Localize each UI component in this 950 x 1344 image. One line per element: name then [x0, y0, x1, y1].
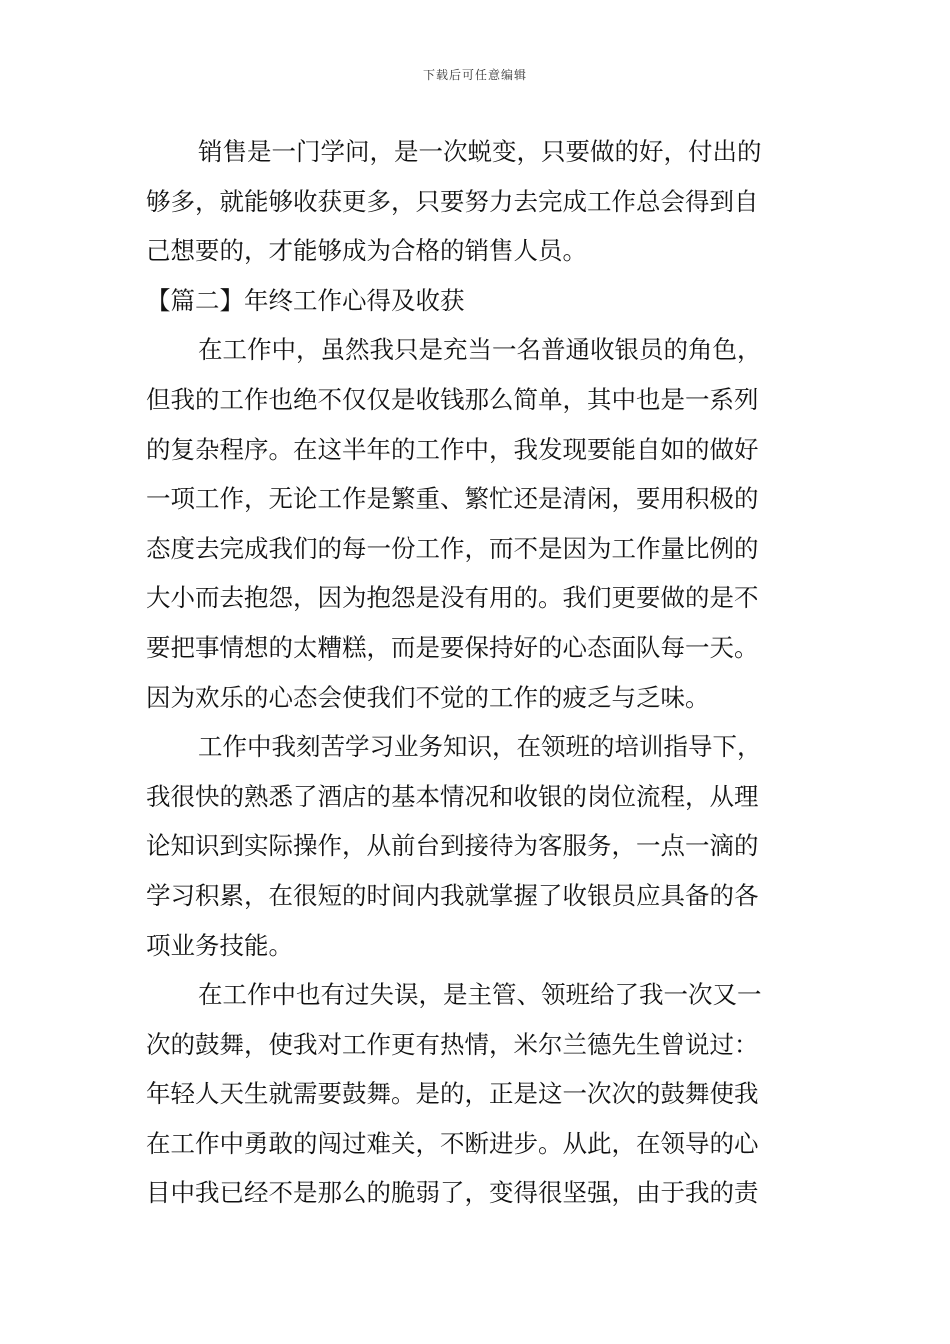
text-line: 我很快的熟悉了酒店的基本情况和收银的岗位流程，从理	[146, 781, 759, 811]
text-line: 己想要的，才能够成为合格的销售人员。	[146, 236, 587, 266]
document-body	[146, 127, 808, 1218]
text-line: 年轻人天生就需要鼓舞。是的，正是这一次次的鼓舞使我	[146, 1079, 759, 1109]
text-line: 态度去完成我们的每一份工作，而不是因为工作量比例的	[146, 533, 759, 563]
text-line: 在工作中勇敢的闯过难关，不断进步。从此，在领导的心	[146, 1128, 759, 1158]
text-line: 工作中我刻苦学习业务知识，在领班的培训指导下，	[198, 732, 762, 762]
text-line: 在工作中，虽然我只是充当一名普通收银员的角色，	[198, 335, 762, 365]
text-line: 因为欢乐的心态会使我们不觉的工作的疲乏与乏味。	[146, 682, 710, 712]
text-line: 一项工作，无论工作是繁重、繁忙还是清闲，要用积极的	[146, 484, 759, 514]
text-line: 学习积累，在很短的时间内我就掌握了收银员应具备的各	[146, 880, 759, 910]
header-note: 下载后可任意编辑	[422, 68, 527, 82]
text-line: 但我的工作也绝不仅仅是收钱那么简单，其中也是一系列	[146, 384, 759, 414]
text-line: 次的鼓舞，使我对工作更有热情，米尔兰德先生曾说过：	[146, 1029, 759, 1059]
text-line: 在工作中也有过失误，是主管、领班给了我一次又一	[198, 980, 762, 1010]
text-line: 要把事情想的太糟糕，而是要保持好的心态面队每一天。	[146, 632, 759, 662]
text-line: 的复杂程序。在这半年的工作中，我发现要能自如的做好	[146, 434, 759, 464]
text-line: 销售是一门学问，是一次蜕变，只要做的好，付出的	[198, 137, 762, 166]
text-line: 项业务技能。	[146, 930, 293, 960]
text-line: 大小而去抱怨，因为抱怨是没有用的。我们更要做的是不	[146, 583, 759, 613]
text-line: 目中我已经不是那么的脆弱了，变得很坚强，由于我的责	[146, 1178, 759, 1208]
text-line: 够多，就能够收获更多，只要努力去完成工作总会得到自	[146, 186, 759, 216]
text-line: 【篇二】年终工作心得及收获	[146, 285, 465, 315]
text-line: 论知识到实际操作，从前台到接待为客服务，一点一滴的	[146, 831, 759, 861]
